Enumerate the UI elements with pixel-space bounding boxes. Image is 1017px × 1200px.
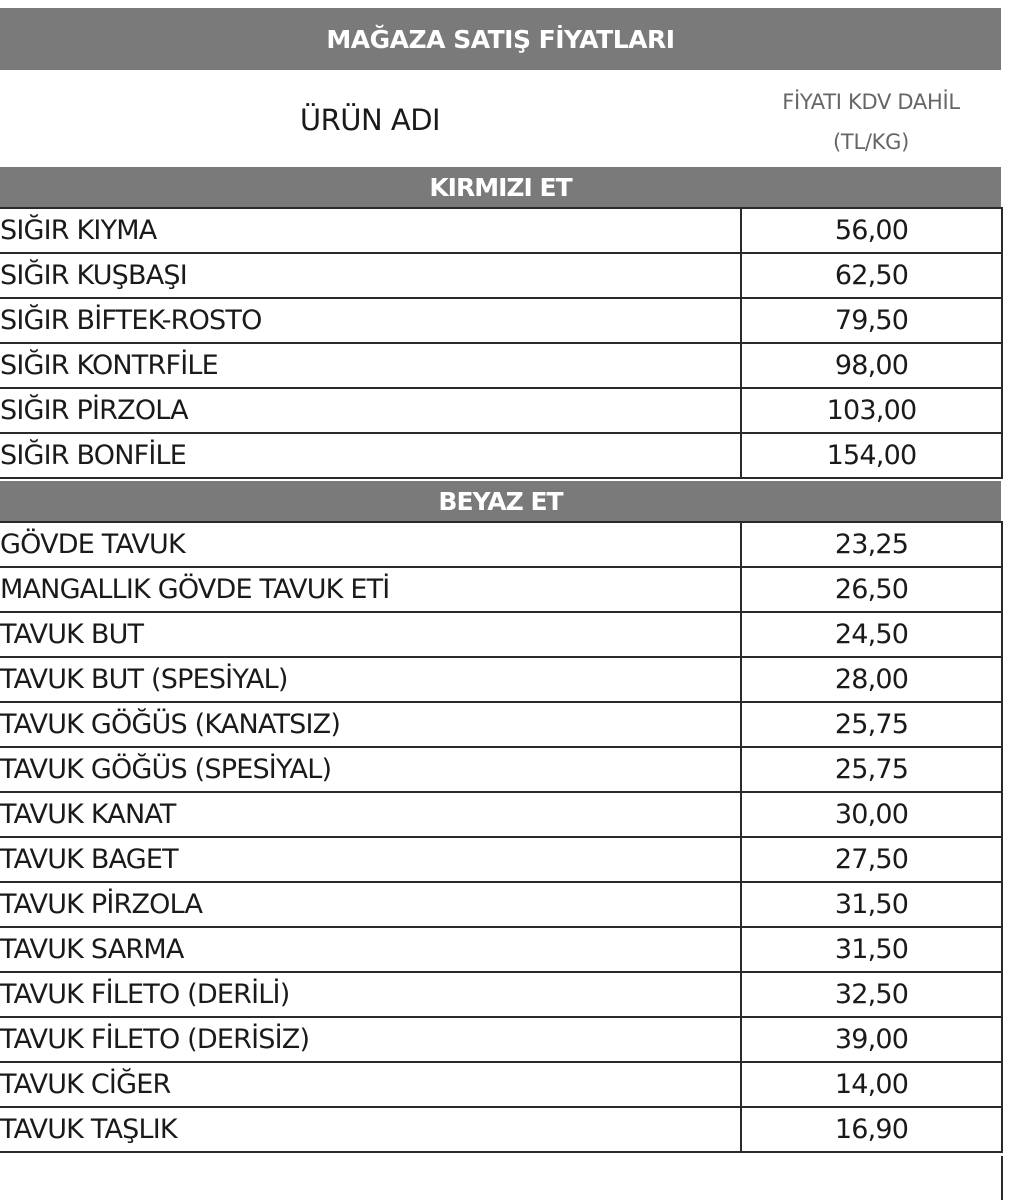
table-row: [0, 748, 1001, 793]
price-header: [742, 82, 1000, 162]
table-row: [0, 434, 1001, 479]
table-row: [0, 928, 1001, 973]
table-row: [0, 344, 1001, 389]
product-price: 25,75: [834, 754, 909, 785]
table-row: [0, 254, 1001, 299]
product-name: TAVUK CİĞER: [0, 1063, 742, 1106]
product-name: SIĞIR BONFİLE: [0, 434, 742, 477]
table-row: [0, 209, 1001, 254]
table-row: [0, 703, 1001, 748]
product-price: 39,00: [834, 1024, 909, 1055]
product-name: TAVUK BAGET: [0, 838, 742, 881]
section-header-beyaz-et: BEYAZ ET: [0, 481, 1001, 521]
product-price: 23,25: [834, 529, 909, 560]
table-row: [0, 568, 1001, 613]
product-price: 31,50: [834, 934, 909, 965]
product-price: 62,50: [834, 260, 909, 291]
product-price: 28,00: [834, 664, 909, 695]
product-price: 30,00: [834, 799, 909, 830]
product-name: TAVUK BUT (SPESİYAL): [0, 658, 742, 701]
table-row: [0, 658, 1001, 703]
product-name: MANGALLIK GÖVDE TAVUK ETİ: [0, 568, 742, 611]
product-name: SIĞIR KIYMA: [0, 209, 742, 252]
table-row: [0, 1108, 1001, 1153]
product-price: 103,00: [826, 395, 917, 426]
product-name-header: ÜRÜN ADI: [299, 102, 441, 137]
table-row: [0, 838, 1001, 883]
product-name: SIĞIR BİFTEK-ROSTO: [0, 299, 742, 342]
table-row: [0, 389, 1001, 434]
product-name: GÖVDE TAVUK: [0, 523, 742, 566]
section-header-kirmizi-et: KIRMIZI ET: [0, 167, 1001, 207]
product-price: 32,50: [834, 979, 909, 1010]
product-name: SIĞIR KUŞBAŞI: [0, 254, 742, 297]
product-price: 56,00: [834, 215, 909, 246]
product-name: TAVUK GÖĞÜS (KANATSIZ): [0, 703, 742, 746]
table-footer: [0, 1156, 1003, 1200]
table-header: [0, 72, 1001, 167]
price-header-line1: FİYATI KDV DAHİL: [782, 90, 960, 114]
product-name: TAVUK FİLETO (DERİLİ): [0, 973, 742, 1016]
product-name: SIĞIR KONTRFİLE: [0, 344, 742, 387]
product-price: 98,00: [834, 350, 909, 381]
page-title: MAĞAZA SATIŞ FİYATLARI: [0, 8, 1001, 70]
product-name: TAVUK KANAT: [0, 793, 742, 836]
product-price: 154,00: [826, 440, 917, 471]
product-price: 25,75: [834, 709, 909, 740]
section-rows-kirmizi-et: [0, 207, 1003, 479]
product-price: 79,50: [834, 305, 909, 336]
table-row: [0, 1063, 1001, 1108]
table-row: [0, 613, 1001, 658]
table-row: [0, 793, 1001, 838]
product-price: 16,90: [834, 1114, 909, 1145]
product-name: TAVUK GÖĞÜS (SPESİYAL): [0, 748, 742, 791]
section-rows-beyaz-et: [0, 521, 1003, 1153]
product-price: 27,50: [834, 844, 909, 875]
table-row: [0, 1018, 1001, 1063]
product-name: TAVUK FİLETO (DERİSİZ): [0, 1018, 742, 1061]
table-row: [0, 523, 1001, 568]
price-header-line2: (TL/KG): [833, 130, 909, 154]
product-name: TAVUK PİRZOLA: [0, 883, 742, 926]
product-name: TAVUK BUT: [0, 613, 742, 656]
product-price: 14,00: [834, 1069, 909, 1100]
product-name: SIĞIR PİRZOLA: [0, 389, 742, 432]
product-price: 31,50: [834, 889, 909, 920]
table-row: [0, 973, 1001, 1018]
table-row: [0, 299, 1001, 344]
product-price: 26,50: [834, 574, 909, 605]
table-row: [0, 883, 1001, 928]
product-name: TAVUK SARMA: [0, 928, 742, 971]
product-name: TAVUK TAŞLIK: [0, 1108, 742, 1151]
product-price: 24,50: [834, 619, 909, 650]
